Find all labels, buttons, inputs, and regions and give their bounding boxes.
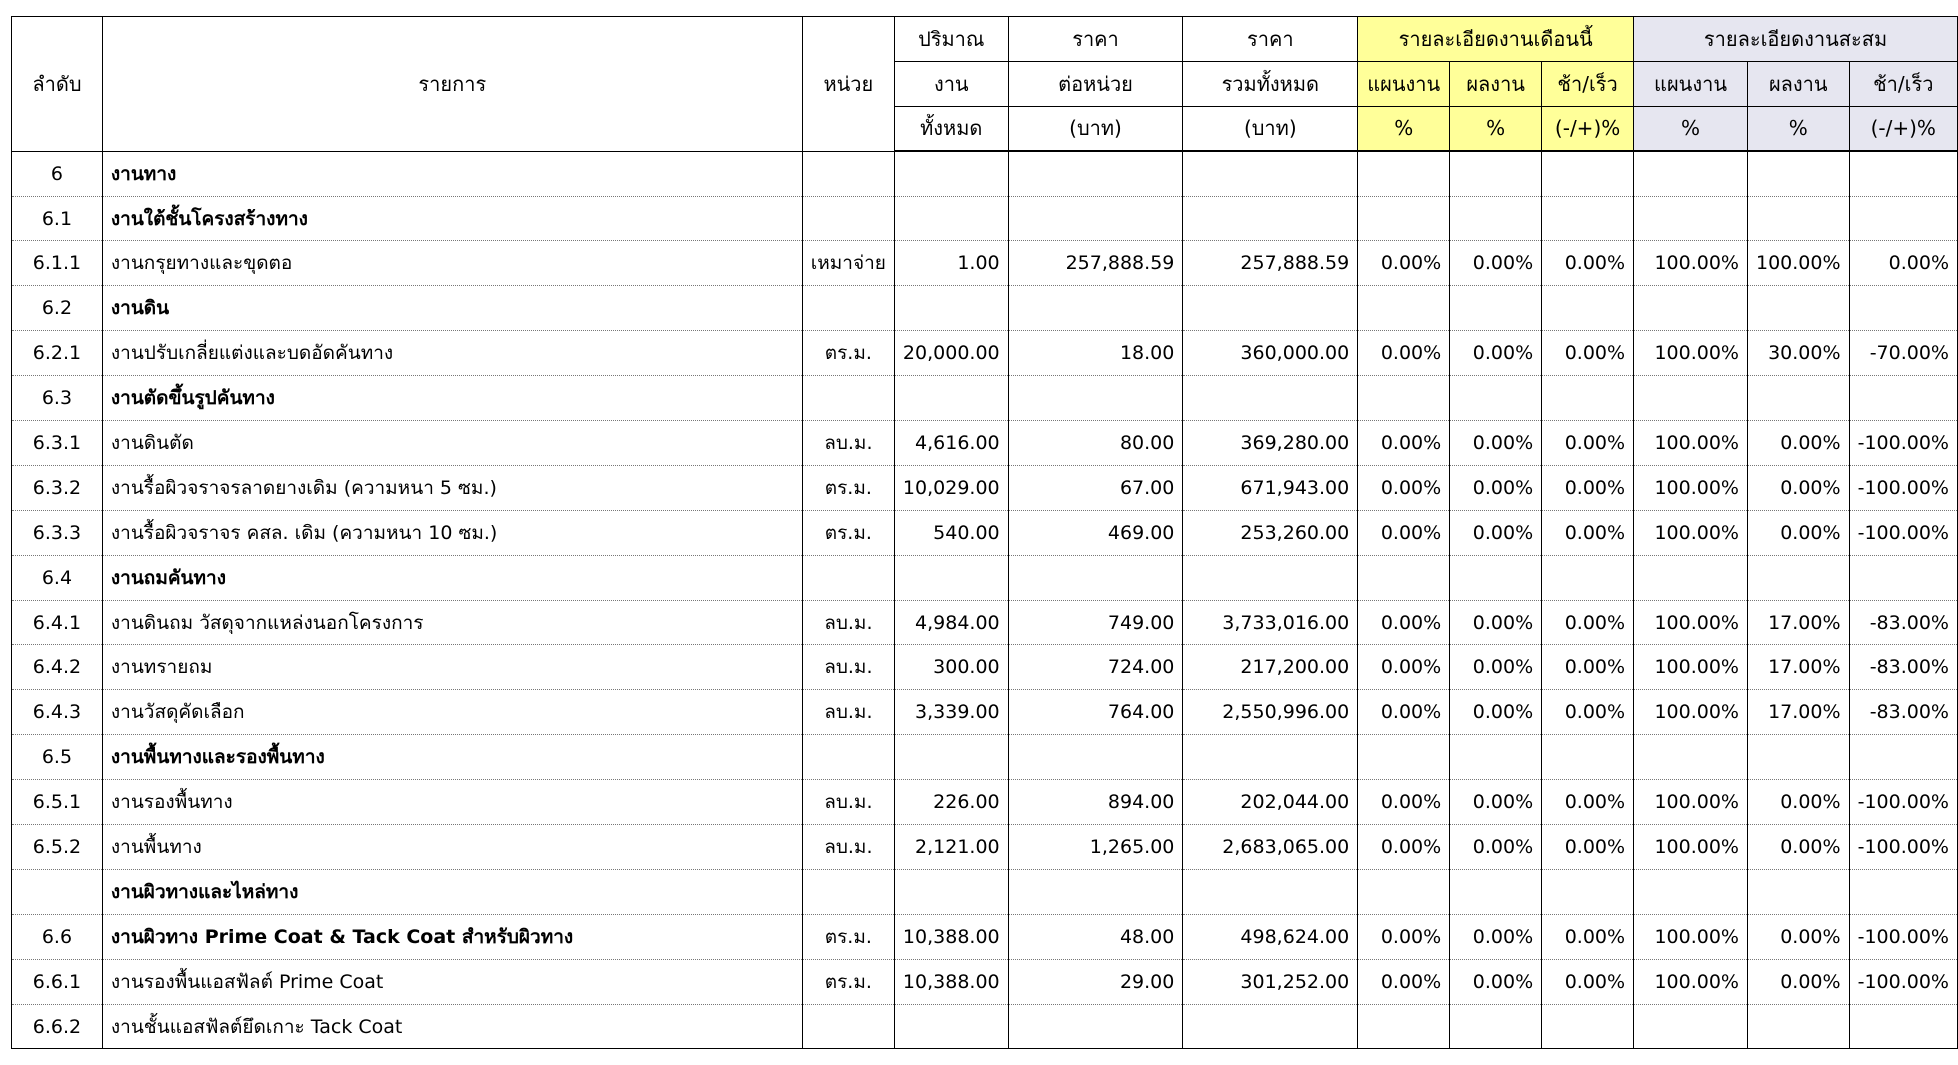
row-item: งานวัสดุคัดเลือก <box>102 690 802 735</box>
header-total-price-2: รวมทั้งหมด <box>1183 61 1358 106</box>
row-unit: ลบ.ม. <box>802 645 894 690</box>
row-unit-price <box>1008 869 1183 914</box>
row-month-plan: 0.00% <box>1358 331 1450 376</box>
row-month-diff: 0.00% <box>1542 959 1634 1004</box>
row-cum-diff <box>1849 735 1957 780</box>
header-unit: หน่วย <box>802 17 894 152</box>
row-month-diff <box>1542 376 1634 421</box>
row-total-price <box>1183 196 1358 241</box>
row-month-result: 0.00% <box>1450 690 1542 735</box>
row-cum-result: 0.00% <box>1748 959 1850 1004</box>
row-cum-diff: -83.00% <box>1849 645 1957 690</box>
row-total-price <box>1183 151 1358 196</box>
header-month-plan: แผนงาน <box>1358 61 1450 106</box>
progress-report-sheet <box>11 16 1958 1049</box>
row-qty <box>894 286 1008 331</box>
row-month-plan: 0.00% <box>1358 241 1450 286</box>
row-month-diff <box>1542 869 1634 914</box>
row-month-diff: 0.00% <box>1542 600 1634 645</box>
table-row <box>12 241 1958 286</box>
table-row <box>12 510 1958 555</box>
header-total-price-1: ราคา <box>1183 17 1358 62</box>
row-month-plan: 0.00% <box>1358 421 1450 466</box>
row-total-price: 671,943.00 <box>1183 465 1358 510</box>
row-qty: 10,388.00 <box>894 914 1008 959</box>
row-no: 6.4.2 <box>12 645 103 690</box>
row-no: 6.2.1 <box>12 331 103 376</box>
row-total-price <box>1183 735 1358 780</box>
row-unit-price <box>1008 286 1183 331</box>
table-row <box>12 780 1958 825</box>
row-unit <box>802 196 894 241</box>
row-item: งานทาง <box>102 151 802 196</box>
table-row <box>12 151 1958 196</box>
header-cum-plan-pct: % <box>1634 106 1748 151</box>
header-item: รายการ <box>102 17 802 152</box>
row-cum-plan: 100.00% <box>1634 241 1748 286</box>
row-month-result <box>1450 1004 1542 1049</box>
row-month-result <box>1450 555 1542 600</box>
row-unit: ลบ.ม. <box>802 600 894 645</box>
row-qty: 10,029.00 <box>894 465 1008 510</box>
row-qty: 226.00 <box>894 780 1008 825</box>
table-row <box>12 914 1958 959</box>
row-month-result: 0.00% <box>1450 465 1542 510</box>
row-month-plan <box>1358 151 1450 196</box>
row-unit-price: 48.00 <box>1008 914 1183 959</box>
row-cum-result: 30.00% <box>1748 331 1850 376</box>
row-no: 6.4.3 <box>12 690 103 735</box>
row-total-price: 257,888.59 <box>1183 241 1358 286</box>
row-total-price: 217,200.00 <box>1183 645 1358 690</box>
row-month-result: 0.00% <box>1450 825 1542 870</box>
row-unit-price <box>1008 1004 1183 1049</box>
row-unit <box>802 555 894 600</box>
row-cum-plan <box>1634 196 1748 241</box>
row-unit: ตร.ม. <box>802 510 894 555</box>
row-month-diff <box>1542 555 1634 600</box>
row-month-result: 0.00% <box>1450 241 1542 286</box>
header-unit-price-2: ต่อหน่วย <box>1008 61 1183 106</box>
row-qty: 4,984.00 <box>894 600 1008 645</box>
row-month-plan: 0.00% <box>1358 465 1450 510</box>
row-cum-plan: 100.00% <box>1634 825 1748 870</box>
row-cum-plan: 100.00% <box>1634 780 1748 825</box>
row-unit <box>802 376 894 421</box>
row-cum-plan: 100.00% <box>1634 914 1748 959</box>
row-unit-price: 469.00 <box>1008 510 1183 555</box>
row-cum-plan <box>1634 1004 1748 1049</box>
row-cum-diff: -83.00% <box>1849 600 1957 645</box>
row-item: งานตัดขึ้นรูปคันทาง <box>102 376 802 421</box>
row-no: 6.6.1 <box>12 959 103 1004</box>
row-total-price: 360,000.00 <box>1183 331 1358 376</box>
header-month-plan-pct: % <box>1358 106 1450 151</box>
row-total-price <box>1183 376 1358 421</box>
row-no: 6.5 <box>12 735 103 780</box>
table-body <box>12 151 1958 1049</box>
table-header <box>12 17 1958 152</box>
row-no: 6.1 <box>12 196 103 241</box>
row-no: 6.4.1 <box>12 600 103 645</box>
row-no: 6.3.2 <box>12 465 103 510</box>
header-qty-3: ทั้งหมด <box>894 106 1008 151</box>
row-unit-price <box>1008 151 1183 196</box>
table-row <box>12 600 1958 645</box>
row-month-plan: 0.00% <box>1358 825 1450 870</box>
table-row <box>12 465 1958 510</box>
row-cum-result: 17.00% <box>1748 600 1850 645</box>
row-unit <box>802 151 894 196</box>
row-item: งานดิน <box>102 286 802 331</box>
row-qty: 540.00 <box>894 510 1008 555</box>
row-item: งานกรุยทางและขุดตอ <box>102 241 802 286</box>
row-cum-diff <box>1849 869 1957 914</box>
row-total-price: 3,733,016.00 <box>1183 600 1358 645</box>
row-item: งานดินถม วัสดุจากแหล่งนอกโครงการ <box>102 600 802 645</box>
row-unit-price <box>1008 555 1183 600</box>
row-cum-plan <box>1634 735 1748 780</box>
row-cum-plan: 100.00% <box>1634 421 1748 466</box>
row-item: งานถมคันทาง <box>102 555 802 600</box>
row-qty <box>894 869 1008 914</box>
row-item: งานพื้นทาง <box>102 825 802 870</box>
row-cum-diff: -83.00% <box>1849 690 1957 735</box>
row-unit-price <box>1008 735 1183 780</box>
row-unit <box>802 286 894 331</box>
row-qty: 2,121.00 <box>894 825 1008 870</box>
row-month-diff <box>1542 1004 1634 1049</box>
row-month-result <box>1450 869 1542 914</box>
row-cum-result: 100.00% <box>1748 241 1850 286</box>
row-month-result <box>1450 151 1542 196</box>
row-month-plan: 0.00% <box>1358 959 1450 1004</box>
row-cum-plan <box>1634 869 1748 914</box>
row-cum-diff: -100.00% <box>1849 780 1957 825</box>
header-cumulative-group: รายละเอียดงานสะสม <box>1634 17 1958 62</box>
row-month-result <box>1450 196 1542 241</box>
row-cum-plan: 100.00% <box>1634 465 1748 510</box>
row-total-price: 498,624.00 <box>1183 914 1358 959</box>
row-cum-diff: -100.00% <box>1849 825 1957 870</box>
row-total-price <box>1183 286 1358 331</box>
row-month-plan <box>1358 286 1450 331</box>
header-month-diff-pct: (-/+)% <box>1542 106 1634 151</box>
row-total-price: 253,260.00 <box>1183 510 1358 555</box>
row-unit: ตร.ม. <box>802 914 894 959</box>
header-cum-result-pct: % <box>1748 106 1850 151</box>
row-month-diff: 0.00% <box>1542 421 1634 466</box>
row-qty: 4,616.00 <box>894 421 1008 466</box>
table-row <box>12 690 1958 735</box>
row-qty <box>894 151 1008 196</box>
row-qty: 20,000.00 <box>894 331 1008 376</box>
row-qty <box>894 196 1008 241</box>
table-row <box>12 959 1958 1004</box>
row-month-plan <box>1358 196 1450 241</box>
row-month-plan <box>1358 376 1450 421</box>
row-month-result: 0.00% <box>1450 331 1542 376</box>
row-unit: ตร.ม. <box>802 331 894 376</box>
header-total-price-3: (บาท) <box>1183 106 1358 151</box>
row-item: งานใต้ชั้นโครงสร้างทาง <box>102 196 802 241</box>
row-unit-price: 29.00 <box>1008 959 1183 1004</box>
row-unit-price: 257,888.59 <box>1008 241 1183 286</box>
row-month-diff: 0.00% <box>1542 645 1634 690</box>
header-unit-price-1: ราคา <box>1008 17 1183 62</box>
row-qty <box>894 555 1008 600</box>
row-cum-diff: -70.00% <box>1849 331 1957 376</box>
row-cum-plan: 100.00% <box>1634 645 1748 690</box>
row-total-price: 369,280.00 <box>1183 421 1358 466</box>
row-item: งานรองพื้นแอสฟัลต์ Prime Coat <box>102 959 802 1004</box>
row-total-price <box>1183 1004 1358 1049</box>
row-cum-result: 0.00% <box>1748 510 1850 555</box>
row-unit-price: 764.00 <box>1008 690 1183 735</box>
row-cum-result <box>1748 376 1850 421</box>
row-unit-price: 18.00 <box>1008 331 1183 376</box>
header-no: ลำดับ <box>12 17 103 152</box>
row-no: 6.4 <box>12 555 103 600</box>
row-item: งานชั้นแอสฟัลต์ยึดเกาะ Tack Coat <box>102 1004 802 1049</box>
row-qty: 10,388.00 <box>894 959 1008 1004</box>
row-month-diff: 0.00% <box>1542 825 1634 870</box>
row-item: งานพื้นทางและรองพื้นทาง <box>102 735 802 780</box>
row-no: 6.5.2 <box>12 825 103 870</box>
row-no <box>12 869 103 914</box>
row-item: งานผิวทาง Prime Coat & Tack Coat สำหรับผิวทาง <box>102 914 802 959</box>
row-cum-plan: 100.00% <box>1634 331 1748 376</box>
row-cum-result <box>1748 735 1850 780</box>
table-row <box>12 286 1958 331</box>
row-month-diff <box>1542 196 1634 241</box>
row-no: 6.3 <box>12 376 103 421</box>
header-cum-diff: ช้า/เร็ว <box>1849 61 1957 106</box>
row-total-price: 202,044.00 <box>1183 780 1358 825</box>
row-qty: 3,339.00 <box>894 690 1008 735</box>
row-total-price: 301,252.00 <box>1183 959 1358 1004</box>
row-month-plan: 0.00% <box>1358 690 1450 735</box>
row-month-plan: 0.00% <box>1358 645 1450 690</box>
table-row <box>12 421 1958 466</box>
row-cum-result <box>1748 196 1850 241</box>
row-item: งานรื้อผิวจราจร คสล. เดิม (ความหนา 10 ซม.) <box>102 510 802 555</box>
row-month-result: 0.00% <box>1450 914 1542 959</box>
row-no: 6.1.1 <box>12 241 103 286</box>
row-no: 6.3.3 <box>12 510 103 555</box>
row-cum-diff <box>1849 555 1957 600</box>
row-month-diff: 0.00% <box>1542 510 1634 555</box>
row-month-result: 0.00% <box>1450 645 1542 690</box>
row-month-diff <box>1542 735 1634 780</box>
row-item: งานปรับเกลี่ยแต่งและบดอัดคันทาง <box>102 331 802 376</box>
table-row <box>12 331 1958 376</box>
row-cum-result: 0.00% <box>1748 780 1850 825</box>
header-month-group: รายละเอียดงานเดือนนี้ <box>1358 17 1634 62</box>
header-month-result: ผลงาน <box>1450 61 1542 106</box>
row-unit <box>802 735 894 780</box>
row-cum-result <box>1748 286 1850 331</box>
row-month-result: 0.00% <box>1450 780 1542 825</box>
table-row <box>12 645 1958 690</box>
row-unit-price: 80.00 <box>1008 421 1183 466</box>
row-month-result <box>1450 376 1542 421</box>
row-month-diff: 0.00% <box>1542 465 1634 510</box>
row-total-price: 2,683,065.00 <box>1183 825 1358 870</box>
row-cum-diff: -100.00% <box>1849 914 1957 959</box>
row-cum-result <box>1748 1004 1850 1049</box>
row-cum-plan <box>1634 286 1748 331</box>
row-cum-result <box>1748 555 1850 600</box>
row-month-plan: 0.00% <box>1358 914 1450 959</box>
row-month-plan <box>1358 869 1450 914</box>
row-month-result: 0.00% <box>1450 421 1542 466</box>
row-cum-result: 0.00% <box>1748 825 1850 870</box>
row-cum-result <box>1748 151 1850 196</box>
row-cum-diff <box>1849 1004 1957 1049</box>
row-cum-diff: 0.00% <box>1849 241 1957 286</box>
row-cum-diff <box>1849 286 1957 331</box>
row-month-diff: 0.00% <box>1542 914 1634 959</box>
row-qty: 1.00 <box>894 241 1008 286</box>
row-month-plan <box>1358 555 1450 600</box>
row-unit: ลบ.ม. <box>802 825 894 870</box>
header-month-diff: ช้า/เร็ว <box>1542 61 1634 106</box>
row-month-diff <box>1542 151 1634 196</box>
row-cum-diff: -100.00% <box>1849 421 1957 466</box>
row-item: งานทรายถม <box>102 645 802 690</box>
row-cum-diff: -100.00% <box>1849 959 1957 1004</box>
row-month-result <box>1450 735 1542 780</box>
row-month-diff: 0.00% <box>1542 780 1634 825</box>
row-month-diff: 0.00% <box>1542 690 1634 735</box>
row-cum-plan: 100.00% <box>1634 600 1748 645</box>
row-cum-diff <box>1849 151 1957 196</box>
table-row <box>12 735 1958 780</box>
row-total-price <box>1183 869 1358 914</box>
row-unit-price: 1,265.00 <box>1008 825 1183 870</box>
row-cum-result: 0.00% <box>1748 421 1850 466</box>
row-item: งานรื้อผิวจราจรลาดยางเดิม (ความหนา 5 ซม.) <box>102 465 802 510</box>
header-unit-price-3: (บาท) <box>1008 106 1183 151</box>
row-cum-result: 17.00% <box>1748 690 1850 735</box>
row-cum-result: 0.00% <box>1748 914 1850 959</box>
row-cum-diff: -100.00% <box>1849 465 1957 510</box>
row-cum-plan: 100.00% <box>1634 690 1748 735</box>
row-unit-price: 724.00 <box>1008 645 1183 690</box>
row-month-diff <box>1542 286 1634 331</box>
row-unit: ตร.ม. <box>802 465 894 510</box>
row-cum-result: 0.00% <box>1748 465 1850 510</box>
row-qty <box>894 376 1008 421</box>
row-month-result: 0.00% <box>1450 600 1542 645</box>
row-unit-price <box>1008 376 1183 421</box>
progress-table <box>11 16 1958 1049</box>
row-cum-plan: 100.00% <box>1634 959 1748 1004</box>
row-unit: ลบ.ม. <box>802 421 894 466</box>
row-item: งานผิวทางและไหล่ทาง <box>102 869 802 914</box>
row-month-plan: 0.00% <box>1358 780 1450 825</box>
row-cum-diff <box>1849 196 1957 241</box>
row-month-diff: 0.00% <box>1542 241 1634 286</box>
row-cum-diff <box>1849 376 1957 421</box>
row-cum-plan <box>1634 151 1748 196</box>
table-row <box>12 1004 1958 1049</box>
row-month-result <box>1450 286 1542 331</box>
row-cum-plan <box>1634 376 1748 421</box>
row-month-plan <box>1358 1004 1450 1049</box>
row-month-plan: 0.00% <box>1358 600 1450 645</box>
row-qty <box>894 1004 1008 1049</box>
row-unit: ตร.ม. <box>802 959 894 1004</box>
row-unit-price: 894.00 <box>1008 780 1183 825</box>
header-qty-2: งาน <box>894 61 1008 106</box>
table-row <box>12 196 1958 241</box>
row-month-diff: 0.00% <box>1542 331 1634 376</box>
header-cum-result: ผลงาน <box>1748 61 1850 106</box>
table-row <box>12 825 1958 870</box>
row-month-result: 0.00% <box>1450 510 1542 555</box>
row-item: งานดินตัด <box>102 421 802 466</box>
header-month-result-pct: % <box>1450 106 1542 151</box>
row-cum-diff: -100.00% <box>1849 510 1957 555</box>
row-cum-plan <box>1634 555 1748 600</box>
header-cum-plan: แผนงาน <box>1634 61 1748 106</box>
row-no: 6.5.1 <box>12 780 103 825</box>
row-month-plan: 0.00% <box>1358 510 1450 555</box>
row-no: 6.2 <box>12 286 103 331</box>
table-row <box>12 376 1958 421</box>
row-month-result: 0.00% <box>1450 959 1542 1004</box>
row-no: 6.6 <box>12 914 103 959</box>
row-item: งานรองพื้นทาง <box>102 780 802 825</box>
row-unit-price: 749.00 <box>1008 600 1183 645</box>
header-qty-1: ปริมาณ <box>894 17 1008 62</box>
row-no: 6.6.2 <box>12 1004 103 1049</box>
row-qty: 300.00 <box>894 645 1008 690</box>
table-row <box>12 869 1958 914</box>
row-unit <box>802 869 894 914</box>
row-unit-price: 67.00 <box>1008 465 1183 510</box>
row-month-plan <box>1358 735 1450 780</box>
row-unit: ลบ.ม. <box>802 690 894 735</box>
row-unit: เหมาจ่าย <box>802 241 894 286</box>
row-cum-result: 17.00% <box>1748 645 1850 690</box>
row-unit-price <box>1008 196 1183 241</box>
row-qty <box>894 735 1008 780</box>
table-row <box>12 555 1958 600</box>
row-total-price <box>1183 555 1358 600</box>
row-no: 6 <box>12 151 103 196</box>
row-cum-result <box>1748 869 1850 914</box>
header-cum-diff-pct: (-/+)% <box>1849 106 1957 151</box>
row-cum-plan: 100.00% <box>1634 510 1748 555</box>
row-total-price: 2,550,996.00 <box>1183 690 1358 735</box>
row-unit: ลบ.ม. <box>802 780 894 825</box>
row-no: 6.3.1 <box>12 421 103 466</box>
row-unit <box>802 1004 894 1049</box>
